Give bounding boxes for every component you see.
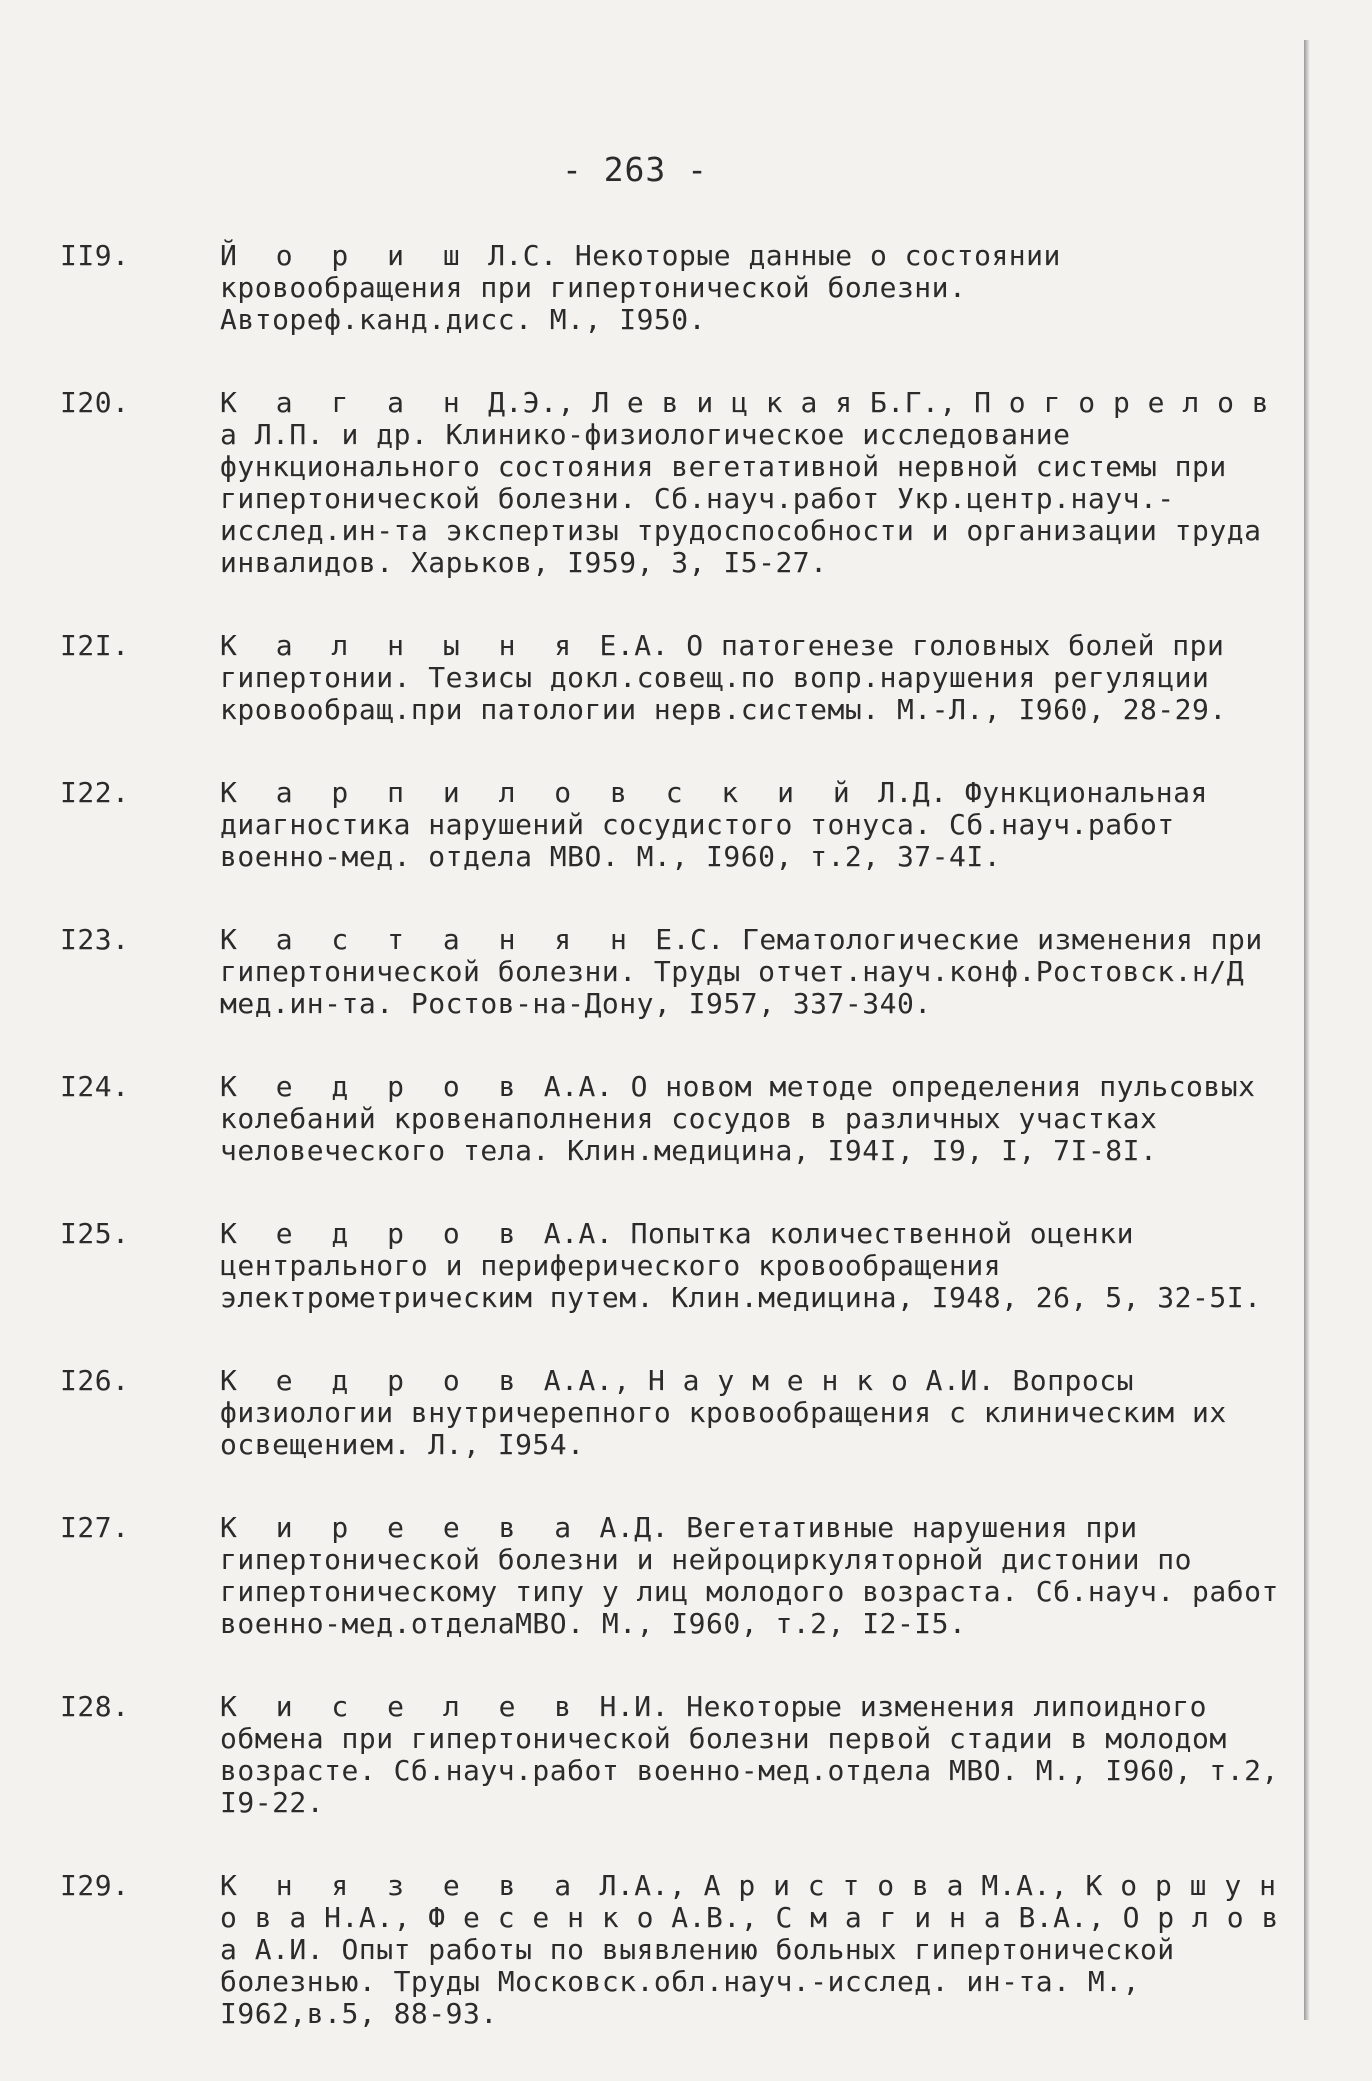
entry-number: I27. [60,1511,130,1544]
entry-text: А.А., Н а у м е н к о А.И. Вопросы физиологии внутричерепного кровообращения с клиническим их освещением. Л., I954. [220,1364,1227,1461]
entry-number: I29. [60,1869,130,1902]
entry-body [220,1512,1280,1640]
entry-author: К а л н ы н я [220,629,583,662]
entry-text: А.А. Попытка количественной оценки центрального и периферического кровообращения электрометрическим путем. Клин.медицина, I948, 26, 5, 32-5I. [220,1217,1262,1314]
entry-text: Л.С. Некоторые данные о состоянии кровообращения при гипертонической болезни. Автореф.канд.дисс. М., I950. [220,239,1061,336]
entry-author: К а с т а н я н [220,923,638,956]
entry-body [220,1071,1280,1167]
entry-number: I24. [60,1070,130,1103]
bibliography-entry [60,1512,1280,1640]
entry-body [220,924,1280,1020]
entry-author: К а р п и л о в с к и й [220,776,861,809]
entry-body [220,1218,1280,1314]
entry-text: А.А. О новом методе определения пульсовых колебаний кровенаполнения сосудов в различных участках человеческого тела. Клин.медицина, I94I, I9, I, 7I-8I. [220,1070,1256,1167]
bibliography-entry [60,1870,1280,2030]
bibliography-list [60,240,1280,2081]
bibliography-entry [60,1691,1280,1819]
entry-number: I26. [60,1364,130,1397]
bibliography-entry [60,924,1280,1020]
entry-number: I28. [60,1690,130,1723]
bibliography-entry [60,387,1280,579]
entry-author: К е д р о в [220,1364,527,1397]
entry-number: I25. [60,1217,130,1250]
entry-body [220,1870,1280,2030]
entry-body [220,777,1280,873]
entry-author: К и р е е в а [220,1511,583,1544]
entry-text: А.Д. Вегетативные нарушения при гипертонической болезни и нейроциркуляторной дистонии по гипертоническому типу у лиц молодого возраста. Сб.науч. работ военно-мед.отделаМВО. М., I960, т.2, I2-I5. [220,1511,1279,1640]
page-number: - 263 - [561,150,709,189]
entry-text: Н.И. Некоторые изменения липоидного обмена при гипертонической болезни первой стадии в молодом возрасте. Сб.науч.работ военно-мед.отдела МВО. М., I960, т.2, I9-22. [220,1690,1279,1819]
bibliography-entry [60,240,1280,336]
entry-author: Й о р и ш [220,239,471,272]
bibliography-entry [60,777,1280,873]
entry-author: К а г а н [220,386,471,419]
entry-number: I2I. [60,629,130,662]
entry-text: Л.Д. Функциональная диагностика нарушений сосудистого тонуса. Сб.науч.работ военно-мед. отдела МВО. М., I960, т.2, 37-4I. [220,776,1208,873]
bibliography-entry [60,630,1280,726]
entry-body [220,387,1280,579]
entry-number: I22. [60,776,130,809]
entry-body [220,240,1280,336]
binding-edge-shadow [1304,40,1310,2020]
entry-author: К и с е л е в [220,1690,583,1723]
entry-text: Е.С. Гематологические изменения при гипертонической болезни. Труды отчет.науч.конф.Ростовск.н/Д мед.ин-та. Ростов-на-Дону, I957, 337-340. [220,923,1263,1020]
entry-text: Д.Э., Л е в и ц к а я Б.Г., П о г о р е л о в а Л.П. и др. Клинико-физиологическое исследование функционального состояния вегетативной нервной системы при гипертонической болезни. Сб.науч.работ Укр.центр.науч.-исслед.ин-та экспертизы трудоспособности и организации труда инвалидов. Харьков, I959, 3, I5-27. [220,386,1270,579]
bibliography-entry [60,1218,1280,1314]
entry-text: Л.А., А р и с т о в а М.А., К о р ш у н о в а Н.А., Ф е с е н к о А.В., С м а г и н а В.А., О р л о в а А.И. Опыт работы по выявлению больных гипертонической болезнью. Труды Московск.обл.науч.-исслед. ин-та. М., I962,в.5, 88-93. [220,1869,1279,2030]
entry-author: К н я з е в а [220,1869,583,1902]
bibliography-entry [60,1365,1280,1461]
entry-body [220,1365,1280,1461]
entry-body [220,630,1280,726]
entry-body [220,1691,1280,1819]
entry-author: К е д р о в [220,1070,527,1103]
entry-number: I23. [60,923,130,956]
bibliography-entry [60,1071,1280,1167]
entry-number: II9. [60,239,130,272]
entry-author: К е д р о в [220,1217,527,1250]
entry-text: Е.А. О патогенезе головных болей при гипертонии. Тезисы докл.совещ.по вопр.нарушения регуляции кровообращ.при патологии нерв.системы. М.-Л., I960, 28-29. [220,629,1227,726]
entry-number: I20. [60,386,130,419]
